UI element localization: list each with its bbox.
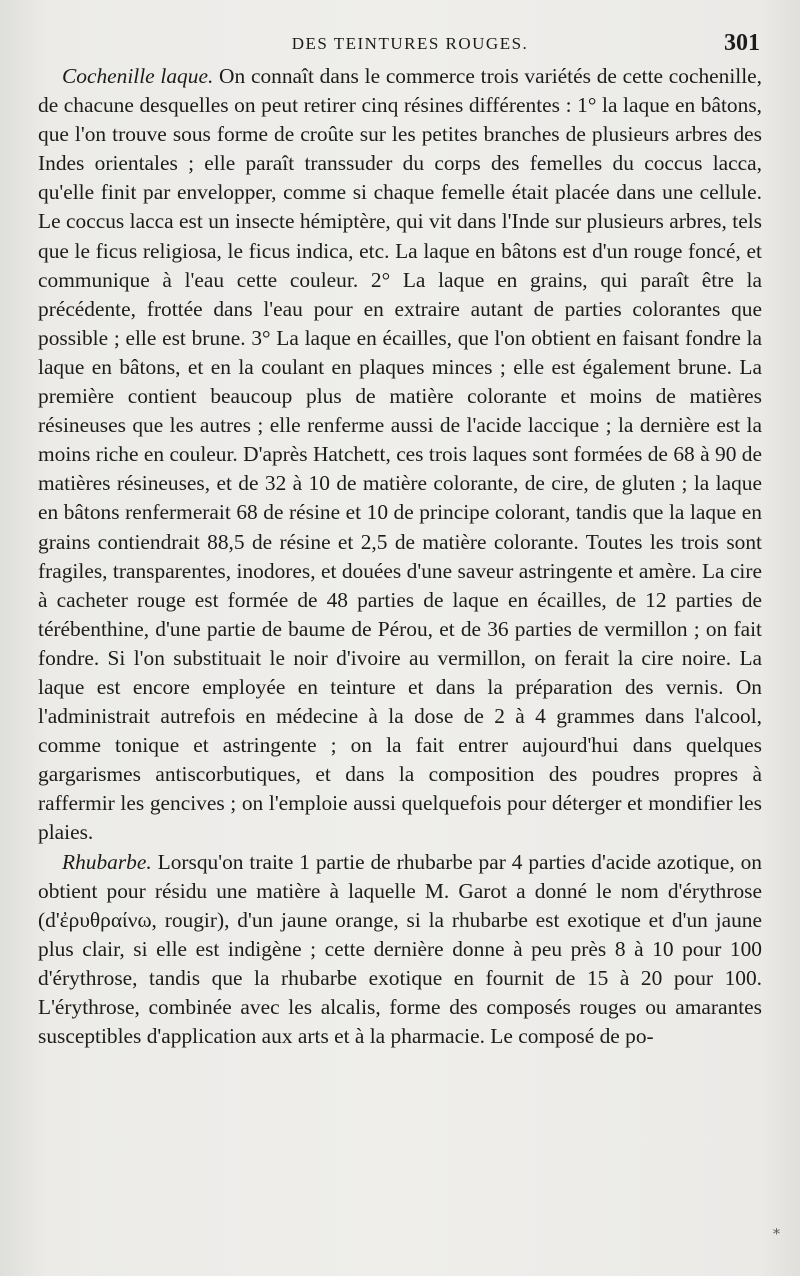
paragraph-rhubarbe xyxy=(38,848,762,1052)
running-head xyxy=(60,30,760,60)
paragraph-text: On connaît dans le commerce trois variétés de cette cochenille, de chacune desquelles on peut retirer cinq résines différentes : 1° la laque en bâtons, que l'on trouve sous forme de croûte sur les petites branches de plusieurs arbres des Indes orientales ; elle paraît transsuder du corps des femelles du coccus lacca, qu'elle finit par envelopper, comme si chaque femelle était placée dans une cellule. Le coccus lacca est un insecte hémiptère, qui vit dans l'Inde sur plusieurs arbres, tels que le ficus religiosa, le ficus indica, etc. La laque en bâtons est d'un rouge foncé, et communique à l'eau cette couleur. 2° La laque en grains, qui paraît être la précédente, frottée dans l'eau pour en extraire autant de parties colorantes que possible ; elle est brune. 3° La laque en écailles, que l'on obtient en faisant fondre la laque en bâtons, et en la coulant en plaques minces ; elle est également brune. La première contient beaucoup plus de matière colorante et moins de matières résineuses que les autres ; elle renferme aussi de l'acide laccique ; la dernière est la moins riche en couleur. D'après Hatchett, ces trois laques sont formées de 68 à 90 de matières résineuses, et de 32 à 10 de matière colorante, de cire, de gluten ; la laque en bâtons renfermerait 68 de résine et 10 de principe colorant, tandis que la laque en grains contiendrait 88,5 de résine et 2,5 de matière colorante. Toutes les trois sont fragiles, transparentes, inodores, et douées d'une saveur astringente et amère. La cire à cacheter rouge est formée de 48 parties de laque en écailles, de 12 parties de térébenthine, d'une partie de baume de Pérou, et de 36 parties de vermillon ; on fait fondre. Si l'on substituait le noir d'ivoire au vermillon, on ferait la cire noire. La laque est encore employée en teinture et dans la préparation des vernis. On l'administrait autrefois en médecine à la dose de 2 à 4 grammes dans l'alcool, comme tonique et astringente ; on la fait entrer aujourd'hui dans quelques gargarismes antiscorbutiques, et dans la composition des poudres propres à raffermir les gencives ; on l'emploie aussi quelquefois pour déterger et mondifier les plaies. xyxy=(38,64,762,845)
margin-mark: ⁎ xyxy=(773,1223,780,1238)
paragraph-lead: Cochenille laque. xyxy=(62,64,214,88)
paragraph-text: Lorsqu'on traite 1 partie de rhubarbe par 4 parties d'acide azotique, on obtient pour résidu une matière à laquelle M. Garot a donné le nom d'érythrose (d'ἐρυθραίνω, rougir), d'un jaune orange, si la rhubarbe est exotique et d'un jaune plus clair, si elle est indigène ; cette dernière donne à peu près 8 à 10 pour 100 d'érythrose, tandis que la rhubarbe exotique en fournit de 15 à 20 pour 100. L'érythrose, combinée avec les alcalis, forme des composés rouges ou amarantes susceptibles d'application aux arts et à la pharmacie. Le composé de po- xyxy=(38,849,762,1049)
paragraph-lead: Rhubarbe. xyxy=(62,849,152,874)
page-number: 301 xyxy=(724,30,760,56)
paragraph-cochenille-laque xyxy=(38,62,762,848)
body-text xyxy=(38,62,762,1051)
running-title: DES TEINTURES ROUGES. xyxy=(291,34,529,53)
